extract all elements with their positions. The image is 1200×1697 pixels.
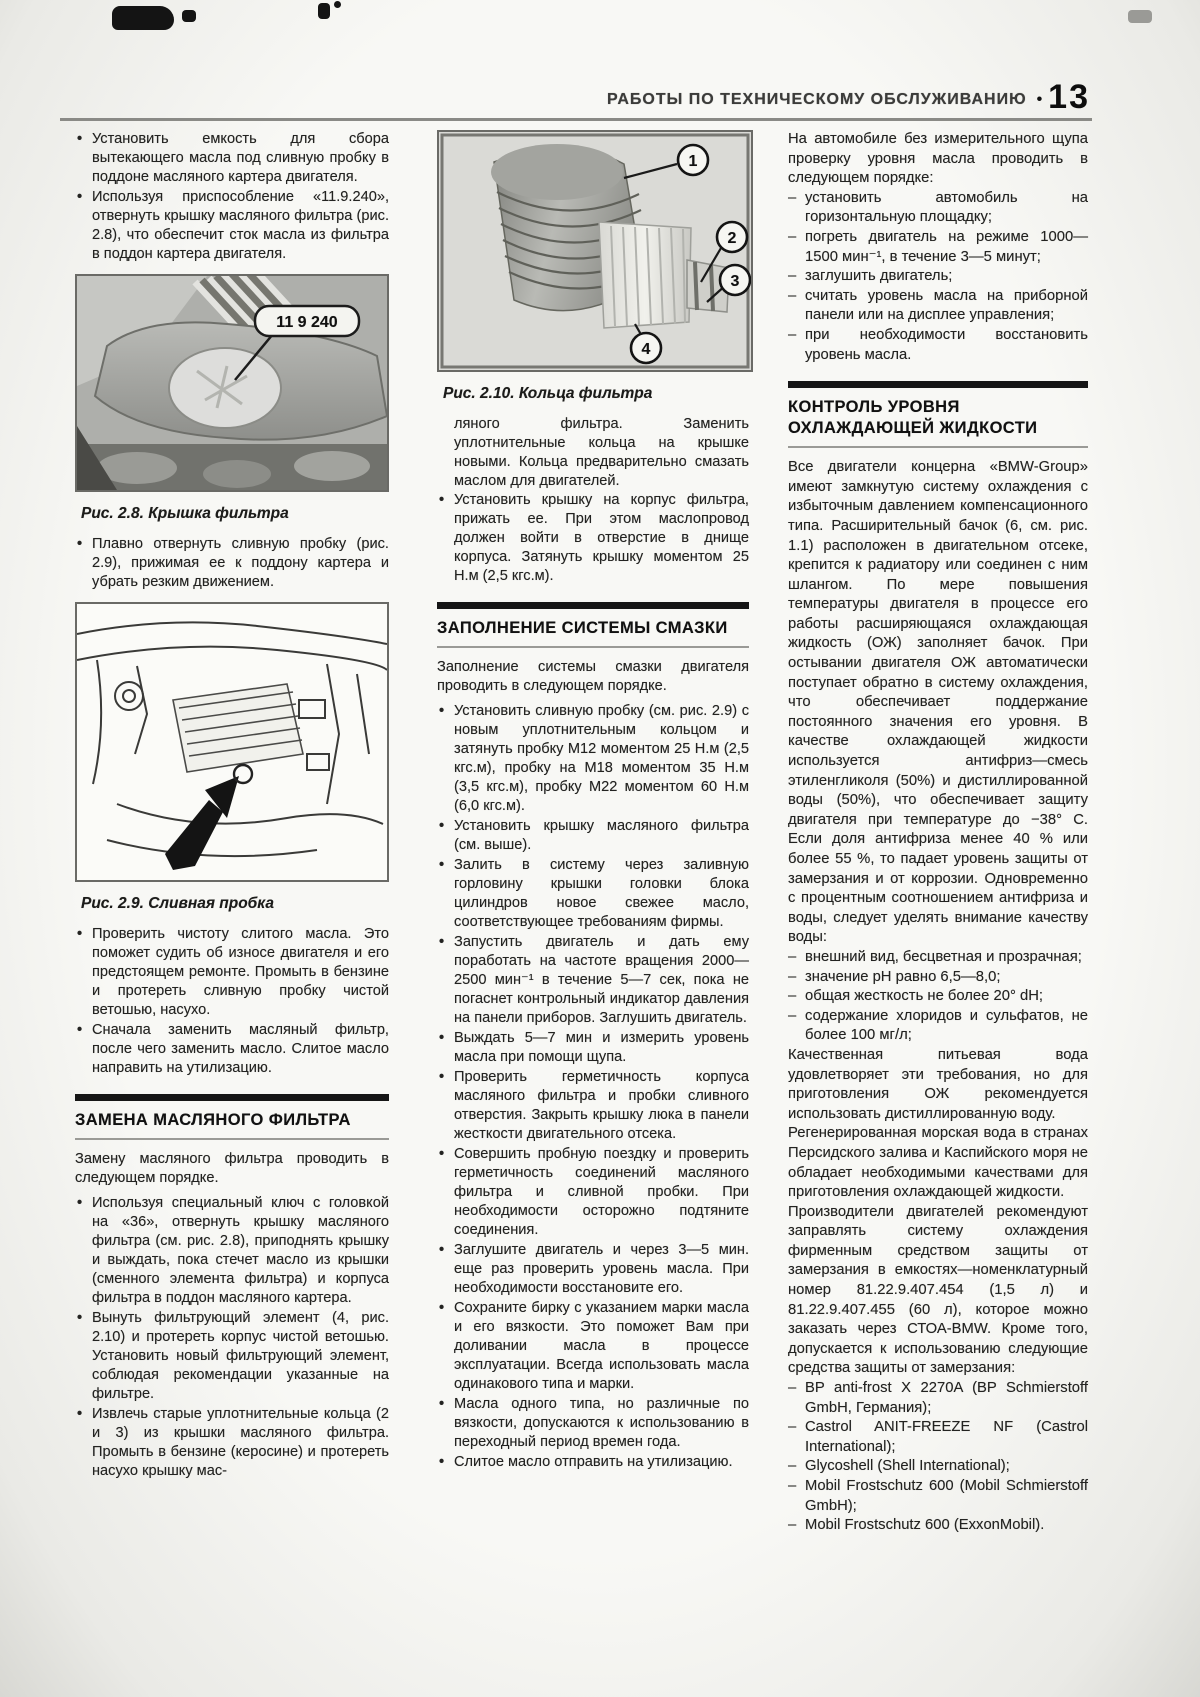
list-item: • Запустить двигатель и дать ему поработать на частоте вращения 2000—2500 мин⁻¹ в течение 5—7 сек, пока не погаснет контрольный индикатор давления на панели приборов. Заглушить двигатель. [437,933,749,1028]
section-rule [75,1138,389,1140]
figure-2-10-caption: Рис. 2.10. Кольца фильтра [443,385,653,402]
callout-3: 3 [730,273,740,290]
list-item: • Залить в систему через заливную горловину крышки головки блока цилиндров новое свежее масло, соответствующее требованиям фирмы. [437,856,749,932]
middle-column [437,130,749,1473]
underbody-drawing [75,602,389,882]
list-item: – считать уровень масла на приборной панели или на дисплее управления; [788,287,1088,326]
list-item: – значение рН равно 6,5—8,0; [788,968,1088,988]
section-bar [437,602,749,609]
section-title-line1: КОНТРОЛЬ УРОВНЯ [788,398,960,417]
engine-photo [75,274,389,492]
page-header [60,78,1090,117]
callout-2: 2 [727,230,737,247]
section-heading-lubrication [437,602,749,648]
callout-4: 4 [641,341,651,358]
section-rule [788,446,1088,448]
list-item: – внешний вид, бесцветная и прозрачная; [788,948,1088,968]
figure-2-8-caption: Рис. 2.8. Крышка фильтра [81,505,289,522]
procedure-list [75,130,389,264]
paragraph: Заполнение системы смазки двигателя проводить в следующем порядке. [437,659,749,694]
list-item: • Масла одного типа, но различные по вязкости, допускаются к использованию в переходный период времен года. [437,1395,749,1452]
dash-list [788,948,1088,1046]
list-item: • Извлечь старые уплотнительные кольца (2 и 3) из крышки масляного фильтра. Промыть в бензине (керосине) и протереть насухо крышку мас- [75,1405,389,1481]
list-item: • Установить крышку масляного фильтра (см. выше). [437,817,749,855]
list-item: • Вынуть фильтрующий элемент (4, рис. 2.10) и протереть корпус чистой ветошью. Установить новый фильтрующий элемент, соблюдая рекомендации указанные на фильтре. [75,1309,389,1404]
list-item: • Сохраните бирку с указанием марки масла и его вязкости. Это поможет Вам при доливании масла в процессе эксплуатации. Всегда использовать масла одинакового типа и марки. [437,1299,749,1394]
procedure-list [75,535,389,592]
continuation-paragraph: ляного фильтра. Заменить уплотнительные кольца на крышке новыми. Кольца предварительно смазать маслом для двигателей. [454,416,749,489]
figure-2-9-caption: Рис. 2.9. Сливная пробка [81,895,274,912]
callout-1: 1 [688,153,698,170]
scan-artifact [182,10,196,22]
right-column [788,130,1088,1536]
list-item: • Сначала заменить масляный фильтр, после чего заменить масло. Слитое масло направить на утилизацию. [75,1021,389,1078]
paragraph: Качественная питьевая вода удовлетворяет эти требования, но для приготовления ОЖ рекомендуется использовать дистиллированную воду. [788,1046,1088,1122]
paragraph: Все двигатели концерна «BMW-Group» имеют замкнутую систему охлаждения с избыточным давлением компенсационного типа. Расширительный бачок (6, см. рис. 1.1) расположен в двигательном отсеке, крепится к радиатору или соединен с ним шлангом. По мере повышения температуры двигателя в процессе его работы расширяющаяся охлаждающая жидкость (ОЖ) заполняет бачок. При остывании двигателя ОЖ автоматически поступает обратно в систему охлаждения, что обеспечивает поддержание постоянного значения его уровня. В качестве охлаждающей жидкости используется антифриз—смесь этиленгликоля (50%) и дистиллированной воды (50%), что обеспечивает защиту двигателя при температуре до −38° С. Если доля антифриза менее 40 % или более 55 %, то падает уровень защиты от замерзания и от коррозии. Одновременно с процентным соотношением антифриза и воды, следует уделять внимание качеству воды: [788,459,1088,946]
dash-list [788,189,1088,365]
figure-2-10 [437,130,749,372]
procedure-list [437,702,749,1472]
list-item: • Проверить чистоту слитого масла. Это поможет судить об износе двигателя и его предстоящем ремонте. Промыть в бензине и протереть сливную пробку чистой ветошью, насухо. [75,925,389,1020]
section-bar [75,1094,389,1101]
oil-filter-photo [437,130,753,372]
list-item: • Установить сливную пробку (см. рис. 2.9) с новым уплотнительным кольцом и затянуть пробку М12 моментом 25 Н.м (2,5 кгс.м), пробку на М18 моментом 35 Н.м (3,5 кгс.м), пробку М22 моментом 60 Н.м (6,0 кгс.м). [437,702,749,816]
list-item: – общая жесткость не более 20° dH; [788,987,1088,1007]
list-item: – содержание хлоридов и сульфатов, не более 100 мг/л; [788,1007,1088,1046]
list-item: • Совершить пробную поездку и проверить герметичность соединений масляного фильтра и сливной пробки. При необходимости осторожно подтяните соединения. [437,1145,749,1240]
scan-artifact [318,3,330,19]
list-item: • Проверить герметичность корпуса масляного фильтра и пробки сливного отверстия. Закрыть крышку люка в панели жесткости двигательного отсека. [437,1068,749,1144]
section-title [788,397,1088,439]
running-title: РАБОТЫ ПО ТЕХНИЧЕСКОМУ ОБСЛУЖИВАНИЮ [607,91,1027,108]
tool-number-label: 11 9 240 [276,314,338,331]
list-item: – установить автомобиль на горизонтальную площадку; [788,189,1088,228]
section-heading-coolant [788,381,1088,448]
antifreeze-products-list [788,1379,1088,1536]
procedure-list [437,491,749,586]
list-item: – Mobil Frostschutz 600 (ExxonMobil). [788,1516,1088,1536]
paragraph: На автомобиле без измерительного щупа проверку уровня масла проводить в следующем порядке: [788,131,1088,187]
scan-artifact [1128,10,1152,23]
list-item: – Mobil Frostschutz 600 (Mobil Schmierstoff GmbH); [788,1477,1088,1516]
list-item: – заглушить двигатель; [788,267,1088,287]
paragraph: Регенерированная морская вода в странах Персидского залива и Каспийского моря не обладает необходимыми качествами для приготовления охлаждающей жидкости. [788,1125,1088,1201]
scan-artifact [334,1,341,8]
section-bar [788,381,1088,388]
list-item: • Слитое масло отправить на утилизацию. [437,1453,749,1472]
left-column [75,130,389,1482]
paragraph: Производители двигателей рекомендуют заправлять систему охлаждения фирменным средством защиты от замерзания в емкостях—номенклатурный номер 81.22.9.407.454 (1,5 л) и 81.22.9.407.455 (60 л), которое можно заказать через СТОА-BMW. Кроме того, допускается к использованию следующие средства защиты от замерзания: [788,1203,1088,1377]
list-item: – Castrol ANIT-FREEZE NF (Castrol International); [788,1418,1088,1457]
list-item: – погреть двигатель на режиме 1000—1500 мин⁻¹, в течение 3—5 минут; [788,228,1088,267]
list-item: • Заглушите двигатель и через 3—5 мин. еще раз проверить уровень масла. При необходимости восстановите его. [437,1241,749,1298]
list-item: • Установить крышку на корпус фильтра, прижать ее. При этом маслопровод должен войти в отверстие в днище корпуса. Затянуть крышку моментом 25 Н.м (2,5 кгс.м). [437,491,749,586]
scan-artifact [112,6,174,30]
section-title: ЗАПОЛНЕНИЕ СИСТЕМЫ СМАЗКИ [437,619,728,637]
procedure-list [75,1194,389,1481]
list-item: • Используя приспособление «11.9.240», отвернуть крышку масляного фильтра (рис. 2.8), что обеспечит сток масла из фильтра в поддон картера двигателя. [75,188,389,264]
page-number: 13 [1048,78,1090,116]
list-item: – BP anti-frost X 2270A (BP Schmierstoff GmbH, Германия); [788,1379,1088,1418]
figure-2-8 [75,274,389,492]
list-item: – при необходимости восстановить уровень масла. [788,326,1088,365]
list-item: – Glycoshell (Shell International); [788,1457,1088,1477]
paragraph: Замену масляного фильтра проводить в следующем порядке. [75,1151,389,1186]
section-title-line2: ОХЛАЖДАЮЩЕЙ ЖИДКОСТИ [788,419,1038,438]
section-rule [437,646,749,648]
figure-2-9 [75,602,389,882]
header-dot: • [1036,91,1043,108]
section-title: ЗАМЕНА МАСЛЯНОГО ФИЛЬТРА [75,1111,351,1129]
list-item: • Плавно отвернуть сливную пробку (рис. 2.9), прижимая ее к поддону картера и убрать резким движением. [75,535,389,592]
procedure-list [75,925,389,1078]
list-item: • Выждать 5—7 мин и измерить уровень масла при помощи щупа. [437,1029,749,1067]
header-rule [60,118,1092,121]
list-item: • Используя специальный ключ с головкой на «36», отвернуть крышку масляного фильтра (см. рис. 2.8), приподнять крышку и выждать, пока стечет масло из крышки (сменного элемента фильтра) и корпуса фильтра в поддон масляного картера. [75,1194,389,1308]
list-item: • Установить емкость для сбора вытекающего масла под сливную пробку в поддоне масляного картера двигателя. [75,130,389,187]
section-heading-oil-filter [75,1094,389,1140]
